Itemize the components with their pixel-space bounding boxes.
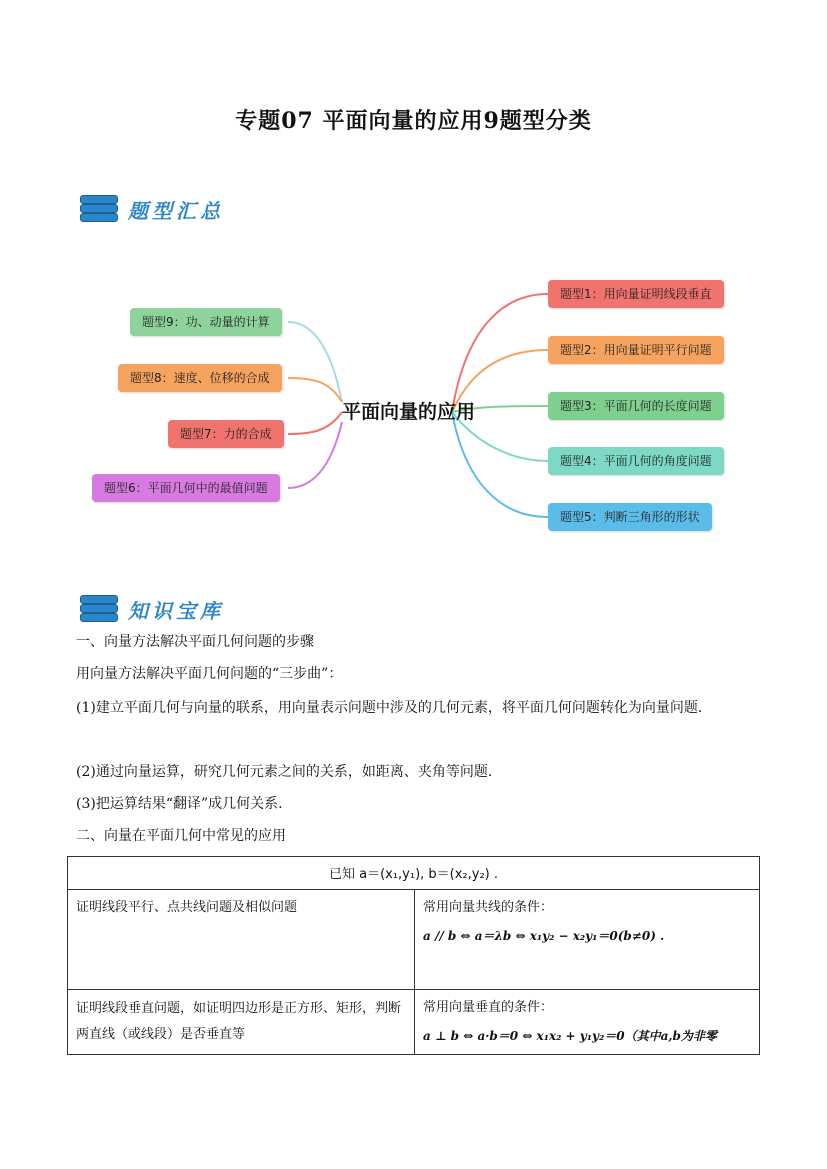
section-label-summary: 题型汇总 bbox=[128, 198, 224, 223]
applications-table bbox=[67, 856, 760, 1055]
books-icon bbox=[78, 593, 118, 625]
mindmap-node-type1: 题型1：用向量证明线段垂直 bbox=[548, 280, 724, 308]
heading-applications: 二、向量在平面几何中常见的应用 bbox=[76, 828, 286, 844]
section-header-summary bbox=[78, 192, 224, 226]
books-icon bbox=[78, 193, 118, 225]
row1-right bbox=[415, 890, 760, 990]
page-title: 专题07 平面向量的应用9题型分类 bbox=[235, 108, 592, 134]
heading-steps: 一、向量方法解决平面几何问题的步骤 bbox=[76, 634, 314, 650]
row2-right-title: 常用向量垂直的条件： bbox=[423, 1000, 554, 1015]
mindmap bbox=[80, 272, 750, 542]
row1-left: 证明线段平行、点共线问题及相似问题 bbox=[68, 890, 415, 990]
section-header-knowledge bbox=[78, 592, 224, 626]
mindmap-node-type6: 题型6：平面几何中的最值问题 bbox=[92, 474, 280, 502]
mindmap-node-type5: 题型5：判断三角形的形状 bbox=[548, 503, 712, 531]
row2-left: 证明线段垂直问题，如证明四边形是正方形、矩形，判断两直线（或线段）是否垂直等 bbox=[68, 990, 415, 1055]
mindmap-node-type9: 题型9：功、动量的计算 bbox=[130, 308, 282, 336]
row1-right-title: 常用向量共线的条件： bbox=[423, 900, 554, 915]
table-header: 已知 a＝(x₁,y₁), b＝(x₂,y₂) . bbox=[68, 857, 760, 890]
section-label-knowledge: 知识宝库 bbox=[128, 598, 224, 623]
mindmap-node-type7: 题型7：力的合成 bbox=[168, 420, 284, 448]
step-3: (3)把运算结果“翻译”成几何关系. bbox=[76, 796, 283, 812]
row2-right bbox=[415, 990, 760, 1055]
mindmap-center: 平面向量的应用 bbox=[342, 401, 476, 423]
mindmap-node-type2: 题型2：用向量证明平行问题 bbox=[548, 336, 724, 364]
step-1: (1)建立平面几何与向量的联系，用向量表示问题中涉及的几何元素，将平面几何问题转化为向量问题. bbox=[76, 700, 703, 716]
mindmap-node-type8: 题型8：速度、位移的合成 bbox=[118, 364, 282, 392]
row2-formula: a ⊥ b ⇔ a·b＝0 ⇔ x₁x₂ + y₁y₂＝0（其中a,b为非零 bbox=[423, 1029, 717, 1043]
step-2: (2)通过向量运算，研究几何元素之间的关系，如距离、夹角等问题. bbox=[76, 764, 493, 780]
mindmap-node-type3: 题型3：平面几何的长度问题 bbox=[548, 392, 724, 420]
row1-formula: a // b ⇔ a＝λb ⇔ x₁y₂ − x₂y₁＝0(b≠0) . bbox=[423, 929, 665, 943]
mindmap-node-type4: 题型4：平面几何的角度问题 bbox=[548, 447, 724, 475]
steps-intro: 用向量方法解决平面几何问题的“三步曲”： bbox=[76, 666, 343, 682]
